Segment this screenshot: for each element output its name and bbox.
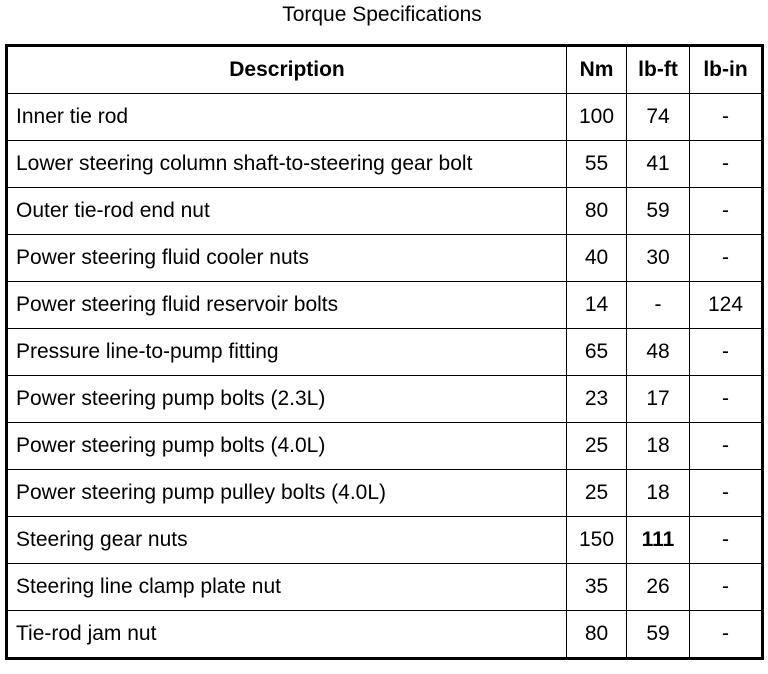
cell-lbin: - [690,141,763,188]
cell-nm: 80 [567,188,627,235]
cell-lbft: 59 [627,188,690,235]
table-row [7,611,763,659]
cell-lbin: - [690,517,763,564]
cell-nm: 40 [567,235,627,282]
cell-lbin: - [690,94,763,141]
cell-description: Steering line clamp plate nut [7,564,567,611]
cell-lbin: - [690,376,763,423]
cell-nm: 23 [567,376,627,423]
column-header-lbft: lb-ft [627,46,690,94]
column-header-lbin: lb-in [690,46,763,94]
cell-lbin: 124 [690,282,763,329]
cell-nm: 80 [567,611,627,659]
cell-nm: 14 [567,282,627,329]
table-header-row [7,46,763,94]
table-row [7,329,763,376]
table-row [7,235,763,282]
table-row [7,282,763,329]
column-header-description: Description [7,46,567,94]
cell-description: Power steering pump bolts (2.3L) [7,376,567,423]
cell-lbin: - [690,611,763,659]
cell-lbft: 18 [627,423,690,470]
cell-lbin: - [690,329,763,376]
cell-lbft: 41 [627,141,690,188]
table-row [7,188,763,235]
cell-description: Power steering pump pulley bolts (4.0L) [7,470,567,517]
cell-description: Power steering pump bolts (4.0L) [7,423,567,470]
table-row [7,141,763,188]
cell-lbft: 111 [627,517,690,564]
cell-lbin: - [690,423,763,470]
cell-lbin: - [690,188,763,235]
table-row [7,564,763,611]
cell-lbft: 59 [627,611,690,659]
page-title: Torque Specifications [282,3,482,26]
cell-description: Power steering fluid cooler nuts [7,235,567,282]
cell-lbft: 26 [627,564,690,611]
cell-lbft: 74 [627,94,690,141]
cell-nm: 25 [567,423,627,470]
cell-description: Steering gear nuts [7,517,567,564]
cell-description: Inner tie rod [7,94,567,141]
cell-description: Pressure line-to-pump fitting [7,329,567,376]
cell-description: Power steering fluid reservoir bolts [7,282,567,329]
cell-lbin: - [690,235,763,282]
torque-specifications-table [5,44,764,660]
cell-nm: 35 [567,564,627,611]
table-row [7,423,763,470]
cell-description: Tie-rod jam nut [7,611,567,659]
cell-lbft: 30 [627,235,690,282]
table-row [7,470,763,517]
cell-lbin: - [690,470,763,517]
cell-lbin: - [690,564,763,611]
cell-description: Outer tie-rod end nut [7,188,567,235]
cell-description: Lower steering column shaft-to-steering gear bolt [7,141,567,188]
cell-lbft: 48 [627,329,690,376]
cell-nm: 150 [567,517,627,564]
cell-lbft: - [627,282,690,329]
table-row [7,376,763,423]
cell-nm: 65 [567,329,627,376]
cell-nm: 55 [567,141,627,188]
table-row [7,517,763,564]
cell-lbft: 17 [627,376,690,423]
cell-nm: 25 [567,470,627,517]
cell-nm: 100 [567,94,627,141]
cell-lbft: 18 [627,470,690,517]
column-header-nm: Nm [567,46,627,94]
table-row [7,94,763,141]
